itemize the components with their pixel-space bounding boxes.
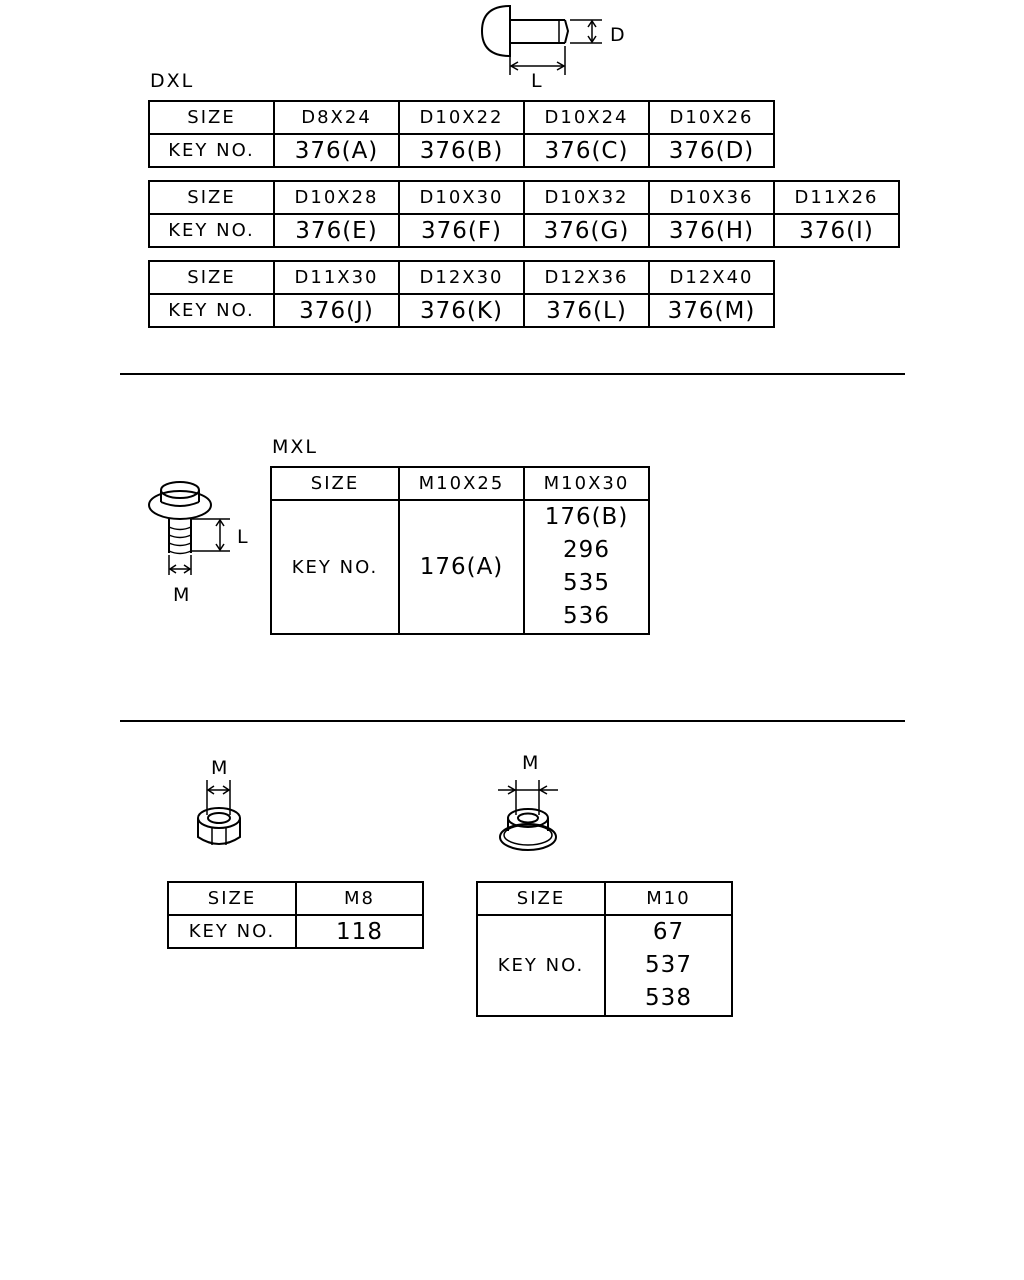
size-row <box>477 882 732 915</box>
size-header: SIZE <box>149 181 274 214</box>
key-value: 538 <box>645 985 692 1011</box>
size-header: SIZE <box>477 882 605 915</box>
size-cell: D10X30 <box>399 181 524 214</box>
size-cell: D10X32 <box>524 181 649 214</box>
key-row <box>168 915 423 948</box>
dxl-table-1 <box>148 100 775 168</box>
size-cell: D10X28 <box>274 181 399 214</box>
size-row <box>149 181 899 214</box>
size-cell: D11X30 <box>274 261 399 294</box>
key-cell: 376(B) <box>399 134 524 167</box>
key-row <box>271 500 649 634</box>
key-cell: 376(K) <box>399 294 524 327</box>
nut1-dim-m-label: M <box>211 757 230 779</box>
size-cell: M8 <box>296 882 423 915</box>
key-value: 536 <box>563 603 610 629</box>
size-cell: M10X25 <box>399 467 524 500</box>
key-cell: 376(L) <box>524 294 649 327</box>
size-header: SIZE <box>149 261 274 294</box>
key-cell: 376(C) <box>524 134 649 167</box>
flange-nut-diagram <box>490 775 580 860</box>
key-cell <box>605 915 732 1016</box>
key-cell: 376(A) <box>274 134 399 167</box>
key-header: KEY NO. <box>149 214 274 247</box>
key-header: KEY NO. <box>477 915 605 1016</box>
mxl-title: MXL <box>272 436 318 458</box>
size-cell: D10X22 <box>399 101 524 134</box>
key-cell: 376(G) <box>524 214 649 247</box>
dxl-table-3 <box>148 260 775 328</box>
size-header: SIZE <box>271 467 399 500</box>
key-cell: 376(E) <box>274 214 399 247</box>
size-cell: M10 <box>605 882 732 915</box>
key-cell <box>399 500 524 634</box>
key-cell: 118 <box>296 915 423 948</box>
key-cell: 376(H) <box>649 214 774 247</box>
key-header: KEY NO. <box>149 134 274 167</box>
key-cell: 376(D) <box>649 134 774 167</box>
size-cell: M10X30 <box>524 467 649 500</box>
section-divider <box>120 373 905 375</box>
size-row <box>149 261 774 294</box>
key-value: 296 <box>563 537 610 563</box>
size-row <box>168 882 423 915</box>
size-cell: D10X24 <box>524 101 649 134</box>
key-header: KEY NO. <box>149 294 274 327</box>
key-cell: 376(F) <box>399 214 524 247</box>
mxl-table <box>270 466 650 635</box>
key-row <box>477 915 732 1016</box>
key-header: KEY NO. <box>271 500 399 634</box>
key-value: 537 <box>645 952 692 978</box>
bolt-dim-l-label: L <box>237 526 250 548</box>
key-row <box>149 134 774 167</box>
rivet-dim-d-label: D <box>610 24 627 46</box>
size-header: SIZE <box>168 882 296 915</box>
size-cell: D12X36 <box>524 261 649 294</box>
key-cell: 376(M) <box>649 294 774 327</box>
key-value: 67 <box>652 919 685 945</box>
key-value: 176(B) <box>544 504 629 530</box>
key-row <box>149 294 774 327</box>
size-row <box>149 101 774 134</box>
dxl-title: DXL <box>150 70 195 92</box>
size-cell: D11X26 <box>774 181 899 214</box>
key-value: 176(A) <box>419 553 504 580</box>
nut1-table <box>167 881 424 949</box>
hex-nut-diagram <box>185 775 265 855</box>
bolt-dim-m-label: M <box>173 584 192 606</box>
size-cell: D12X40 <box>649 261 774 294</box>
size-cell: D12X30 <box>399 261 524 294</box>
key-cell <box>524 500 649 634</box>
key-row <box>149 214 899 247</box>
size-cell: D8X24 <box>274 101 399 134</box>
size-header: SIZE <box>149 101 274 134</box>
nut2-table <box>476 881 733 1017</box>
key-header: KEY NO. <box>168 915 296 948</box>
rivet-dim-l-label: L <box>531 70 544 92</box>
section-divider <box>120 720 905 722</box>
rivet-diagram <box>470 0 650 95</box>
key-cell: 376(I) <box>774 214 899 247</box>
key-value: 535 <box>563 570 610 596</box>
size-cell: D10X36 <box>649 181 774 214</box>
size-row <box>271 467 649 500</box>
nut2-dim-m-label: M <box>522 752 541 774</box>
size-cell: D10X26 <box>649 101 774 134</box>
dxl-table-2 <box>148 180 900 248</box>
key-cell: 376(J) <box>274 294 399 327</box>
